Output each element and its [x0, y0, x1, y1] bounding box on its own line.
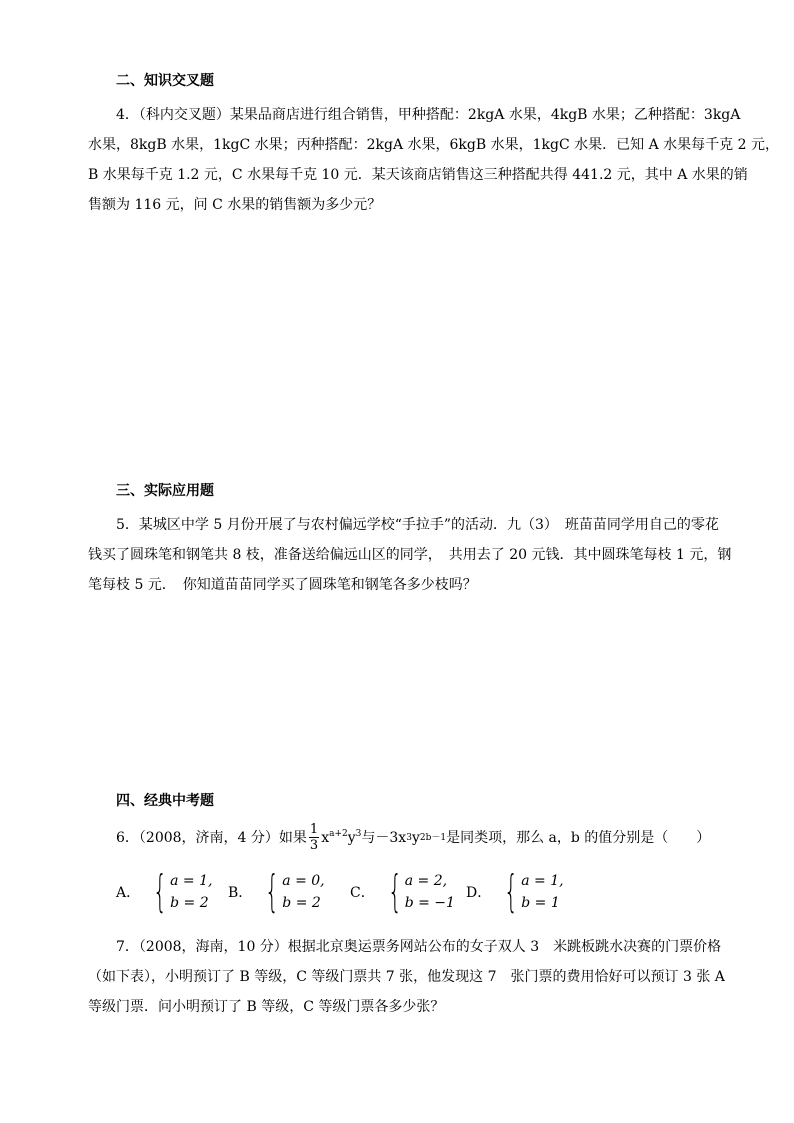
choice-b-eq1: a = 0, — [282, 873, 325, 889]
q6-term1-x: x — [321, 829, 330, 846]
choice-b-brace: { — [265, 866, 280, 917]
q4-line-3: B 水果每千克 1.2 元，C 水果每千克 10 元．某天该商店销售这三种搭配共得 441.2 元，其中 A 水果的销 — [88, 167, 748, 183]
choice-d-eq2: b = 1 — [521, 895, 560, 911]
choice-d-letter: D． — [466, 885, 492, 901]
question-7 — [88, 932, 725, 1022]
q6-prefix: 6．（2008，济南，4 分）如果 — [116, 829, 307, 846]
choice-a-system — [170, 870, 212, 914]
q6-term1-y-exponent: 3 — [355, 828, 362, 839]
choice-d-eq1: a = 1, — [521, 873, 564, 889]
choice-a-eq2: b = 2 — [170, 895, 209, 911]
choice-c — [350, 866, 455, 918]
choice-c-eq2: b = −1 — [404, 895, 455, 911]
q6-term1 — [321, 823, 361, 853]
q4-line-4: 售额为 116 元，问 C 水果的销售额为多少元？ — [88, 197, 382, 213]
q6-term2-y: y — [411, 829, 420, 846]
q5-line-3: 笔每枝 5 元． 你知道苗苗同学买了圆珠笔和钢笔各多少枝吗？ — [88, 577, 477, 593]
q6-suffix: 是同类项，那么 a，b 的值分别是（ ） — [446, 829, 711, 846]
choice-b-eq2: b = 2 — [282, 895, 321, 911]
q7-line-2: （如下表），小明预订了 B 等级，C 等级门票共 7 张，他发现这 7 张门票的费用恰好可以预订 3 张 A — [88, 969, 725, 985]
q6-middle: 与－3x — [361, 829, 407, 846]
q6-fraction-numerator: 1 — [309, 822, 319, 837]
choice-b — [228, 866, 325, 918]
choice-c-brace: { — [387, 866, 402, 917]
question-4 — [88, 100, 779, 220]
choice-a-eq1: a = 1, — [170, 873, 213, 889]
q5-line-2: 钱买了圆珠笔和钢笔共 8 枝，准备送给偏远山区的同学， 共用去了 20 元钱．其中圆珠笔每枝 1 元，钢 — [88, 547, 732, 563]
q6-term1-y: y — [347, 829, 356, 846]
q4-line-1: 4．（科内交叉题）某果品商店进行组合销售，甲种搭配：2kgA 水果，4kgB 水果；乙种搭配：3kgA — [116, 107, 741, 123]
choice-d — [466, 866, 564, 918]
choice-b-letter: B． — [228, 885, 253, 901]
choice-c-system — [405, 870, 455, 914]
choice-a-letter: A． — [116, 885, 141, 901]
q5-line-1: 5．某城区中学 5 月份开展了与农村偏远学校“手拉手”的活动．九（3） 班苗苗同学用自己的零花 — [116, 517, 719, 533]
q6-choices — [116, 866, 676, 918]
choice-c-letter: C． — [350, 885, 375, 901]
question-6: 6．（2008，济南，4 分）如果 $\frac{1}{3}$ $x^{a+2}y^3$ 与－3x 3 y 2b－1 是同类项，那么 a，b 的值分别是（ ） — [116, 822, 711, 853]
q6-term1-x-exponent: a+2 — [329, 828, 348, 839]
q7-line-1: 7．（2008，海南，10 分）根据北京奥运票务网站公布的女子双人 3 米跳板跳水决赛的门票价格 — [116, 939, 722, 955]
q4-line-2: 水果，8kgB 水果，1kgC 水果；丙种搭配：2kgA 水果，6kgB 水果，1kgC 水果．已知 A 水果每千克 2 元， — [88, 137, 779, 153]
section-heading-classic-exam: 四、经典中考题 — [116, 793, 214, 809]
choice-d-system — [521, 870, 563, 914]
choice-a-brace: { — [153, 866, 168, 917]
choice-b-system — [282, 870, 324, 914]
question-5 — [88, 510, 732, 600]
q6-fraction — [309, 822, 319, 853]
section-heading-knowledge-cross: 二、知识交叉题 — [116, 73, 214, 89]
choice-a — [116, 866, 212, 918]
q7-line-3: 等级门票．问小明预订了 B 等级，C 等级门票各多少张？ — [88, 999, 445, 1015]
choice-d-brace: { — [504, 866, 519, 917]
section-heading-practical-application: 三、实际应用题 — [116, 483, 214, 499]
choice-c-eq1: a = 2, — [404, 873, 448, 889]
q6-fraction-denominator: 3 — [309, 838, 319, 853]
